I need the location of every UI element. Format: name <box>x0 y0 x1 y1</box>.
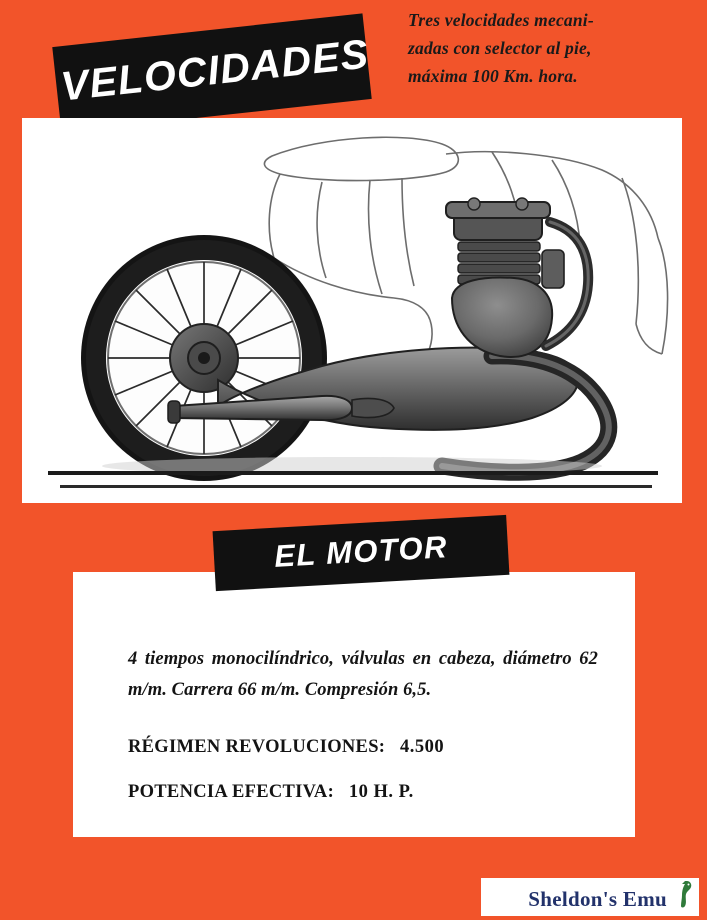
spec-row-potencia <box>128 777 598 808</box>
spec-row-potencia-value: 10 H. P. <box>348 782 414 802</box>
header-line-1: Tres velocidades mecani- <box>408 10 594 30</box>
velocidades-banner-label: VELOCIDADES <box>58 30 372 110</box>
header-line-3: máxima 100 Km. hora. <box>408 66 578 86</box>
photo-baseline-rule-secondary <box>60 485 652 488</box>
header-specification-text <box>408 6 678 90</box>
engine-description: 4 tiempos monocilíndrico, válvulas en cabeza, diámetro 62 m/m. Carrera 66 m/m. Compresión 6,5. <box>128 649 598 700</box>
emu-icon <box>675 879 695 914</box>
engine-spec-panel <box>64 563 644 846</box>
spec-row-revoluciones-value: 4.500 <box>400 737 445 757</box>
engine-spec-content <box>128 644 598 822</box>
spec-row-potencia-label: POTENCIA EFECTIVA: <box>128 782 335 802</box>
motorcycle-illustration-svg <box>22 118 682 503</box>
engine-cylinder <box>446 198 588 357</box>
rear-wheel <box>81 235 327 481</box>
motor-banner-label: EL MOTOR <box>273 529 449 574</box>
spec-row-revoluciones-label: RÉGIMEN REVOLUCIONES: <box>128 737 386 757</box>
photo-panel <box>22 118 682 503</box>
spec-row-revoluciones <box>128 732 598 763</box>
header-line-2: zadas con selector al pie, <box>408 38 592 58</box>
photo-baseline-rule <box>48 471 658 475</box>
motorcycle-rear-wheel-and-engine-photo <box>22 118 682 503</box>
watermark-label: Sheldon's Emu <box>528 887 667 911</box>
